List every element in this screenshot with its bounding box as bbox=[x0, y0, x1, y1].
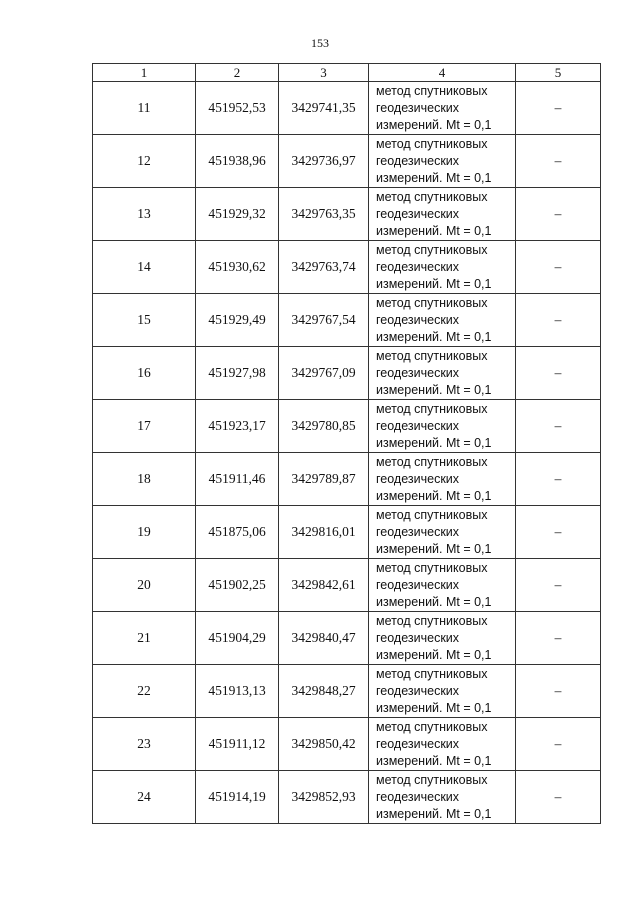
table-row bbox=[93, 559, 601, 612]
table-body bbox=[93, 82, 601, 824]
method-text-line: измерений. Mt = 0,1 bbox=[376, 223, 492, 238]
method-cell bbox=[369, 612, 516, 665]
note-cell: – bbox=[516, 506, 601, 559]
x-coordinate-cell: 451923,17 bbox=[196, 400, 279, 453]
column-header-3: 3 bbox=[279, 64, 369, 82]
method-text-line: метод спутниковых bbox=[376, 772, 488, 787]
table-row bbox=[93, 347, 601, 400]
x-coordinate-cell: 451911,12 bbox=[196, 718, 279, 771]
point-number-cell: 16 bbox=[93, 347, 196, 400]
method-text-line: измерений. Mt = 0,1 bbox=[376, 329, 492, 344]
method-text-line: метод спутниковых bbox=[376, 719, 488, 734]
x-coordinate-cell: 451929,49 bbox=[196, 294, 279, 347]
column-header-5: 5 bbox=[516, 64, 601, 82]
method-text-line: геодезических bbox=[376, 312, 460, 327]
note-cell: – bbox=[516, 665, 601, 718]
method-text-line: геодезических bbox=[376, 630, 460, 645]
point-number-cell: 11 bbox=[93, 82, 196, 135]
y-coordinate-cell: 3429767,54 bbox=[279, 294, 369, 347]
method-text-line: геодезических bbox=[376, 259, 460, 274]
method-cell bbox=[369, 771, 516, 824]
x-coordinate-cell: 451952,53 bbox=[196, 82, 279, 135]
point-number-cell: 12 bbox=[93, 135, 196, 188]
x-coordinate-cell: 451930,62 bbox=[196, 241, 279, 294]
y-coordinate-cell: 3429850,42 bbox=[279, 718, 369, 771]
column-header-4: 4 bbox=[369, 64, 516, 82]
point-number-cell: 23 bbox=[93, 718, 196, 771]
table-row bbox=[93, 453, 601, 506]
method-text-line: геодезических bbox=[376, 365, 460, 380]
table-row bbox=[93, 718, 601, 771]
method-text-line: метод спутниковых bbox=[376, 295, 488, 310]
method-text-line: геодезических bbox=[376, 524, 460, 539]
note-cell: – bbox=[516, 241, 601, 294]
table-row bbox=[93, 400, 601, 453]
method-text-line: метод спутниковых bbox=[376, 348, 488, 363]
method-text-line: метод спутниковых bbox=[376, 401, 488, 416]
x-coordinate-cell: 451904,29 bbox=[196, 612, 279, 665]
method-text-line: геодезических bbox=[376, 683, 460, 698]
method-text-line: метод спутниковых bbox=[376, 189, 488, 204]
note-cell: – bbox=[516, 718, 601, 771]
point-number-cell: 24 bbox=[93, 771, 196, 824]
y-coordinate-cell: 3429789,87 bbox=[279, 453, 369, 506]
point-number-cell: 20 bbox=[93, 559, 196, 612]
method-cell bbox=[369, 347, 516, 400]
y-coordinate-cell: 3429842,61 bbox=[279, 559, 369, 612]
method-text-line: измерений. Mt = 0,1 bbox=[376, 276, 492, 291]
table-row bbox=[93, 82, 601, 135]
method-text-line: измерений. Mt = 0,1 bbox=[376, 382, 492, 397]
x-coordinate-cell: 451902,25 bbox=[196, 559, 279, 612]
point-number-cell: 21 bbox=[93, 612, 196, 665]
method-text-line: геодезических bbox=[376, 153, 460, 168]
method-text-line: метод спутниковых bbox=[376, 613, 488, 628]
coordinates-table bbox=[92, 63, 601, 824]
table-row bbox=[93, 506, 601, 559]
method-text-line: измерений. Mt = 0,1 bbox=[376, 647, 492, 662]
method-text-line: геодезических bbox=[376, 471, 460, 486]
method-text-line: измерений. Mt = 0,1 bbox=[376, 700, 492, 715]
method-text-line: измерений. Mt = 0,1 bbox=[376, 806, 492, 821]
point-number-cell: 17 bbox=[93, 400, 196, 453]
method-text-line: измерений. Mt = 0,1 bbox=[376, 753, 492, 768]
x-coordinate-cell: 451929,32 bbox=[196, 188, 279, 241]
method-cell bbox=[369, 400, 516, 453]
method-cell bbox=[369, 506, 516, 559]
method-text-line: измерений. Mt = 0,1 bbox=[376, 488, 492, 503]
column-header-1: 1 bbox=[93, 64, 196, 82]
y-coordinate-cell: 3429763,35 bbox=[279, 188, 369, 241]
method-text-line: метод спутниковых bbox=[376, 666, 488, 681]
table-row bbox=[93, 771, 601, 824]
note-cell: – bbox=[516, 82, 601, 135]
y-coordinate-cell: 3429736,97 bbox=[279, 135, 369, 188]
method-cell bbox=[369, 82, 516, 135]
y-coordinate-cell: 3429767,09 bbox=[279, 347, 369, 400]
y-coordinate-cell: 3429840,47 bbox=[279, 612, 369, 665]
x-coordinate-cell: 451911,46 bbox=[196, 453, 279, 506]
note-cell: – bbox=[516, 453, 601, 506]
method-cell bbox=[369, 453, 516, 506]
method-text-line: метод спутниковых bbox=[376, 136, 488, 151]
method-text-line: измерений. Mt = 0,1 bbox=[376, 435, 492, 450]
method-cell bbox=[369, 241, 516, 294]
method-text-line: метод спутниковых bbox=[376, 454, 488, 469]
note-cell: – bbox=[516, 771, 601, 824]
method-cell bbox=[369, 294, 516, 347]
note-cell: – bbox=[516, 188, 601, 241]
y-coordinate-cell: 3429816,01 bbox=[279, 506, 369, 559]
note-cell: – bbox=[516, 347, 601, 400]
x-coordinate-cell: 451927,98 bbox=[196, 347, 279, 400]
table-row bbox=[93, 665, 601, 718]
note-cell: – bbox=[516, 400, 601, 453]
column-header-2: 2 bbox=[196, 64, 279, 82]
method-text-line: метод спутниковых bbox=[376, 560, 488, 575]
x-coordinate-cell: 451914,19 bbox=[196, 771, 279, 824]
x-coordinate-cell: 451938,96 bbox=[196, 135, 279, 188]
point-number-cell: 18 bbox=[93, 453, 196, 506]
point-number-cell: 19 bbox=[93, 506, 196, 559]
method-text-line: геодезических bbox=[376, 736, 460, 751]
method-text-line: метод спутниковых bbox=[376, 83, 488, 98]
page-number: 153 bbox=[311, 36, 329, 50]
method-text-line: геодезических bbox=[376, 577, 460, 592]
point-number-cell: 14 bbox=[93, 241, 196, 294]
method-cell bbox=[369, 135, 516, 188]
point-number-cell: 13 bbox=[93, 188, 196, 241]
method-text-line: геодезических bbox=[376, 100, 460, 115]
note-cell: – bbox=[516, 135, 601, 188]
method-text-line: измерений. Mt = 0,1 bbox=[376, 117, 492, 132]
method-text-line: измерений. Mt = 0,1 bbox=[376, 170, 492, 185]
y-coordinate-cell: 3429848,27 bbox=[279, 665, 369, 718]
point-number-cell: 15 bbox=[93, 294, 196, 347]
method-text-line: измерений. Mt = 0,1 bbox=[376, 541, 492, 556]
note-cell: – bbox=[516, 612, 601, 665]
x-coordinate-cell: 451875,06 bbox=[196, 506, 279, 559]
method-cell bbox=[369, 665, 516, 718]
method-cell bbox=[369, 188, 516, 241]
table-row bbox=[93, 241, 601, 294]
y-coordinate-cell: 3429780,85 bbox=[279, 400, 369, 453]
note-cell: – bbox=[516, 559, 601, 612]
note-cell: – bbox=[516, 294, 601, 347]
method-cell bbox=[369, 718, 516, 771]
y-coordinate-cell: 3429852,93 bbox=[279, 771, 369, 824]
method-text-line: геодезических bbox=[376, 206, 460, 221]
x-coordinate-cell: 451913,13 bbox=[196, 665, 279, 718]
table-row bbox=[93, 188, 601, 241]
method-text-line: измерений. Mt = 0,1 bbox=[376, 594, 492, 609]
method-text-line: геодезических bbox=[376, 789, 460, 804]
y-coordinate-cell: 3429741,35 bbox=[279, 82, 369, 135]
method-text-line: геодезических bbox=[376, 418, 460, 433]
method-cell bbox=[369, 559, 516, 612]
table-row bbox=[93, 135, 601, 188]
method-text-line: метод спутниковых bbox=[376, 242, 488, 257]
y-coordinate-cell: 3429763,74 bbox=[279, 241, 369, 294]
table-row bbox=[93, 294, 601, 347]
point-number-cell: 22 bbox=[93, 665, 196, 718]
table-header-row bbox=[93, 64, 601, 82]
method-text-line: метод спутниковых bbox=[376, 507, 488, 522]
table-row bbox=[93, 612, 601, 665]
